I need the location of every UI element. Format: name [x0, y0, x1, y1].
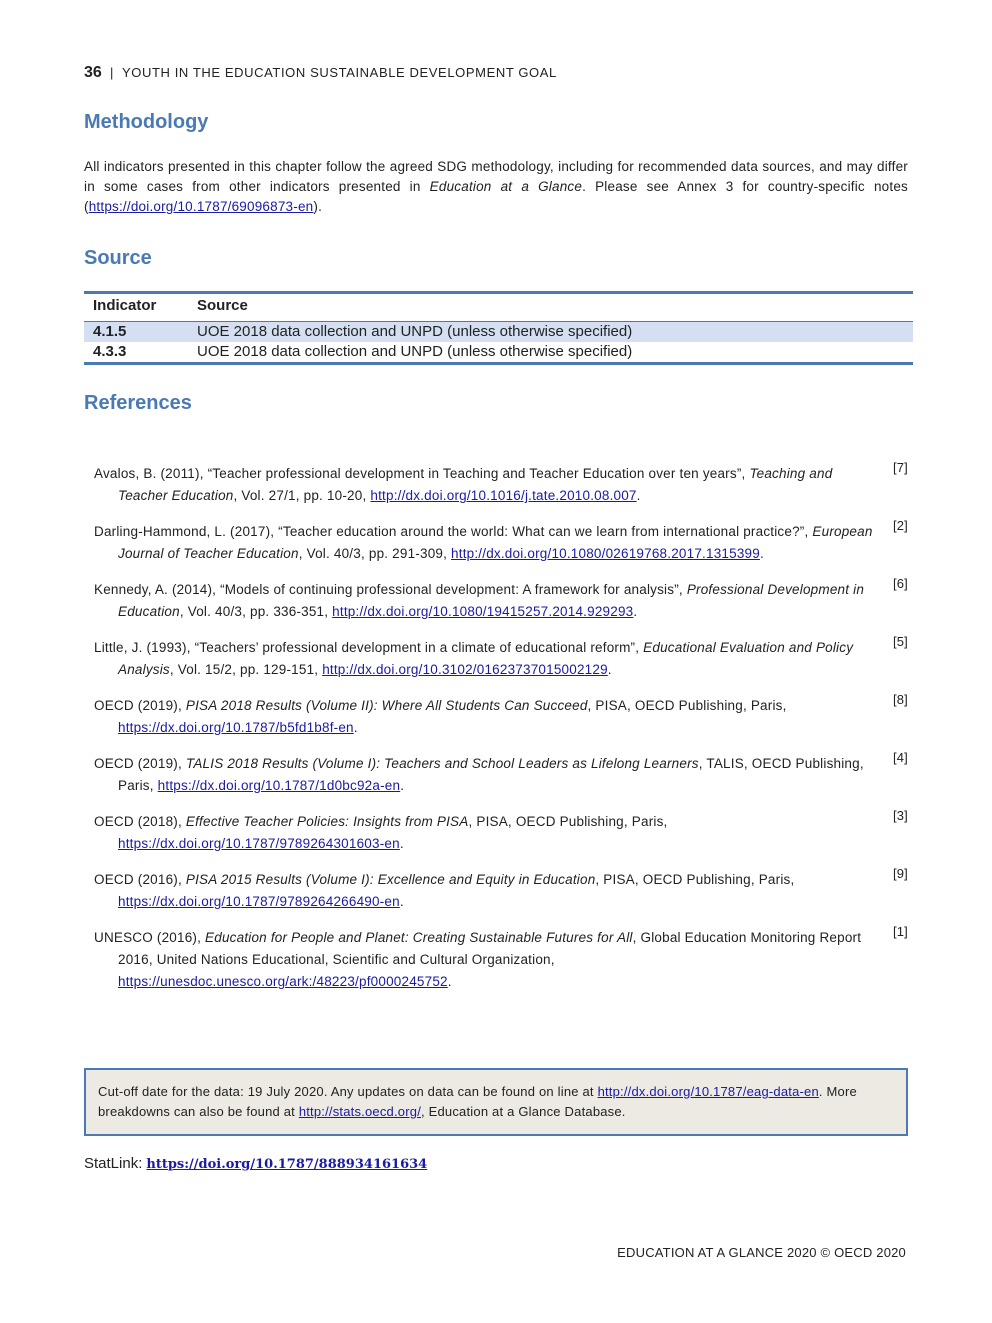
reference-details: , TALIS, OECD Publishing, Paris,	[118, 756, 864, 793]
header-separator: |	[110, 65, 114, 80]
reference-link[interactable]: http://dx.doi.org/10.1080/02619768.2017.1315399	[451, 546, 760, 561]
reference-text: Kennedy, A. (2014), “Models of continuing professional development: A framework for analysis”,	[94, 582, 687, 597]
reference-item	[94, 576, 908, 623]
cutoff-note-box	[84, 1068, 908, 1136]
methodology-paragraph	[84, 157, 908, 217]
reference-text: Darling-Hammond, L. (2017), “Teacher education around the world: What can we learn from international practice?”,	[94, 524, 813, 539]
reference-link[interactable]: https://dx.doi.org/10.1787/9789264266490-en	[118, 894, 400, 909]
cutoff-stats-link[interactable]: http://stats.oecd.org/	[298, 1104, 421, 1119]
reference-number: [9]	[892, 866, 908, 881]
reference-details: , Global Education Monitoring Report 2016, United Nations Educational, Scientific and Cultural Organization,	[118, 930, 862, 967]
reference-details: , Vol. 27/1, pp. 10-20,	[233, 488, 371, 503]
reference-number: [6]	[892, 576, 908, 591]
reference-item	[94, 692, 908, 739]
reference-item	[94, 750, 908, 797]
reference-title: European Journal of Teacher Education	[118, 524, 873, 561]
reference-link[interactable]: http://dx.doi.org/10.1080/19415257.2014.929293	[332, 604, 634, 619]
reference-title: Educational Evaluation and Policy Analysis	[118, 640, 854, 677]
page-number: 36	[84, 64, 102, 81]
reference-number: [3]	[892, 808, 908, 823]
table-row	[84, 342, 913, 364]
reference-details: , PISA, OECD Publishing, Paris,	[595, 872, 795, 887]
statlink-link[interactable]: https://doi.org/10.1787/888934161634	[146, 1157, 428, 1172]
reference-number: [8]	[892, 692, 908, 707]
reference-end: .	[399, 836, 404, 851]
chapter-title: YOUTH IN THE EDUCATION SUSTAINABLE DEVELOPMENT GOAL	[121, 65, 557, 80]
reference-text: Avalos, B. (2011), “Teacher professional development in Teaching and Teacher Education over ten years”,	[94, 466, 750, 481]
reference-link[interactable]: https://dx.doi.org/10.1787/1d0bc92a-en	[157, 778, 401, 793]
methodology-text-3: ).	[313, 199, 323, 214]
source-table	[84, 291, 913, 365]
cutoff-text-1: Cut-off date for the data: 19 July 2020. Any updates on data can be found on line at	[98, 1084, 598, 1099]
reference-text: UNESCO (2016),	[94, 930, 206, 945]
reference-end: .	[447, 974, 452, 989]
indicator-cell: 4.3.3	[93, 343, 127, 360]
reference-end: .	[400, 778, 405, 793]
source-cell: UOE 2018 data collection and UNPD (unless otherwise specified)	[197, 343, 633, 360]
statlink	[84, 1155, 427, 1172]
reference-end: .	[633, 604, 638, 619]
indicator-cell: 4.1.5	[84, 322, 188, 343]
reference-item	[94, 866, 908, 913]
reference-details: , Vol. 40/3, pp. 336-351,	[179, 604, 333, 619]
page-footer: EDUCATION AT A GLANCE 2020 © OECD 2020	[617, 1245, 906, 1260]
reference-title: Professional Development in Education	[118, 582, 865, 619]
cutoff-text-3: , Education at a Glance Database.	[421, 1104, 626, 1119]
methodology-text-2: . Please see Annex 3 for country-specific notes (	[84, 179, 908, 214]
reference-text: OECD (2016),	[94, 872, 186, 887]
reference-item	[94, 634, 908, 681]
reference-number: [7]	[892, 460, 908, 475]
reference-details: , Vol. 40/3, pp. 291-309,	[298, 546, 452, 561]
source-heading: Source	[84, 247, 152, 269]
reference-link[interactable]: https://unesdoc.unesco.org/ark:/48223/pf0000245752	[118, 974, 448, 989]
reference-title: PISA 2015 Results (Volume I): Excellence and Equity in Education	[185, 872, 596, 887]
reference-end: .	[607, 662, 612, 677]
methodology-link[interactable]: https://doi.org/10.1787/69096873-en	[88, 199, 314, 214]
reference-title: Effective Teacher Policies: Insights from PISA	[185, 814, 469, 829]
reference-end: .	[636, 488, 641, 503]
reference-item	[94, 924, 908, 993]
reference-end: .	[353, 720, 358, 735]
source-cell: UOE 2018 data collection and UNPD (unless otherwise specified)	[188, 322, 913, 343]
reference-text: OECD (2019),	[94, 698, 186, 713]
reference-details: , Vol. 15/2, pp. 129-151,	[169, 662, 323, 677]
reference-list	[94, 460, 908, 1007]
reference-item	[94, 460, 908, 507]
methodology-heading: Methodology	[84, 111, 209, 133]
reference-title: TALIS 2018 Results (Volume I): Teachers and School Leaders as Lifelong Learners	[185, 756, 699, 771]
statlink-label: StatLink:	[84, 1155, 143, 1172]
reference-title: Education for People and Planet: Creating Sustainable Futures for All	[205, 930, 633, 945]
reference-link[interactable]: https://dx.doi.org/10.1787/9789264301603-en	[118, 836, 400, 851]
reference-title: PISA 2018 Results (Volume II): Where All Students Can Succeed	[185, 698, 588, 713]
cutoff-text-2: . More breakdowns can also be found at	[98, 1084, 857, 1119]
cutoff-data-link[interactable]: http://dx.doi.org/10.1787/eag-data-en	[597, 1084, 819, 1099]
reference-item	[94, 808, 908, 855]
source-column-header: Source	[197, 297, 248, 314]
reference-end: .	[759, 546, 764, 561]
methodology-text-1: All indicators presented in this chapter follow the agreed SDG methodology, including for recommended data sources, and may differ in some cases from other indicators presented in	[84, 159, 908, 194]
methodology-italic: Education at a Glance	[429, 179, 583, 194]
reference-link[interactable]: https://dx.doi.org/10.1787/b5fd1b8f-en	[118, 720, 354, 735]
reference-title: Teaching and Teacher Education	[118, 466, 833, 503]
reference-link[interactable]: http://dx.doi.org/10.3102/01623737015002129	[322, 662, 608, 677]
reference-number: [4]	[892, 750, 908, 765]
reference-text: OECD (2019),	[94, 756, 186, 771]
reference-number: [5]	[892, 634, 908, 649]
source-table-header-row	[84, 293, 913, 322]
reference-number: [1]	[892, 924, 908, 939]
table-row	[84, 322, 913, 343]
reference-end: .	[399, 894, 404, 909]
running-header	[84, 64, 557, 82]
reference-text: Little, J. (1993), “Teachers’ professional development in a climate of educational reform”,	[94, 640, 644, 655]
indicator-column-header: Indicator	[93, 297, 157, 314]
reference-details: , PISA, OECD Publishing, Paris,	[587, 698, 787, 713]
references-heading: References	[84, 392, 192, 414]
reference-item	[94, 518, 908, 565]
reference-text: OECD (2018),	[94, 814, 186, 829]
reference-number: [2]	[892, 518, 908, 533]
reference-link[interactable]: http://dx.doi.org/10.1016/j.tate.2010.08.007	[370, 488, 637, 503]
reference-details: , PISA, OECD Publishing, Paris,	[468, 814, 668, 829]
